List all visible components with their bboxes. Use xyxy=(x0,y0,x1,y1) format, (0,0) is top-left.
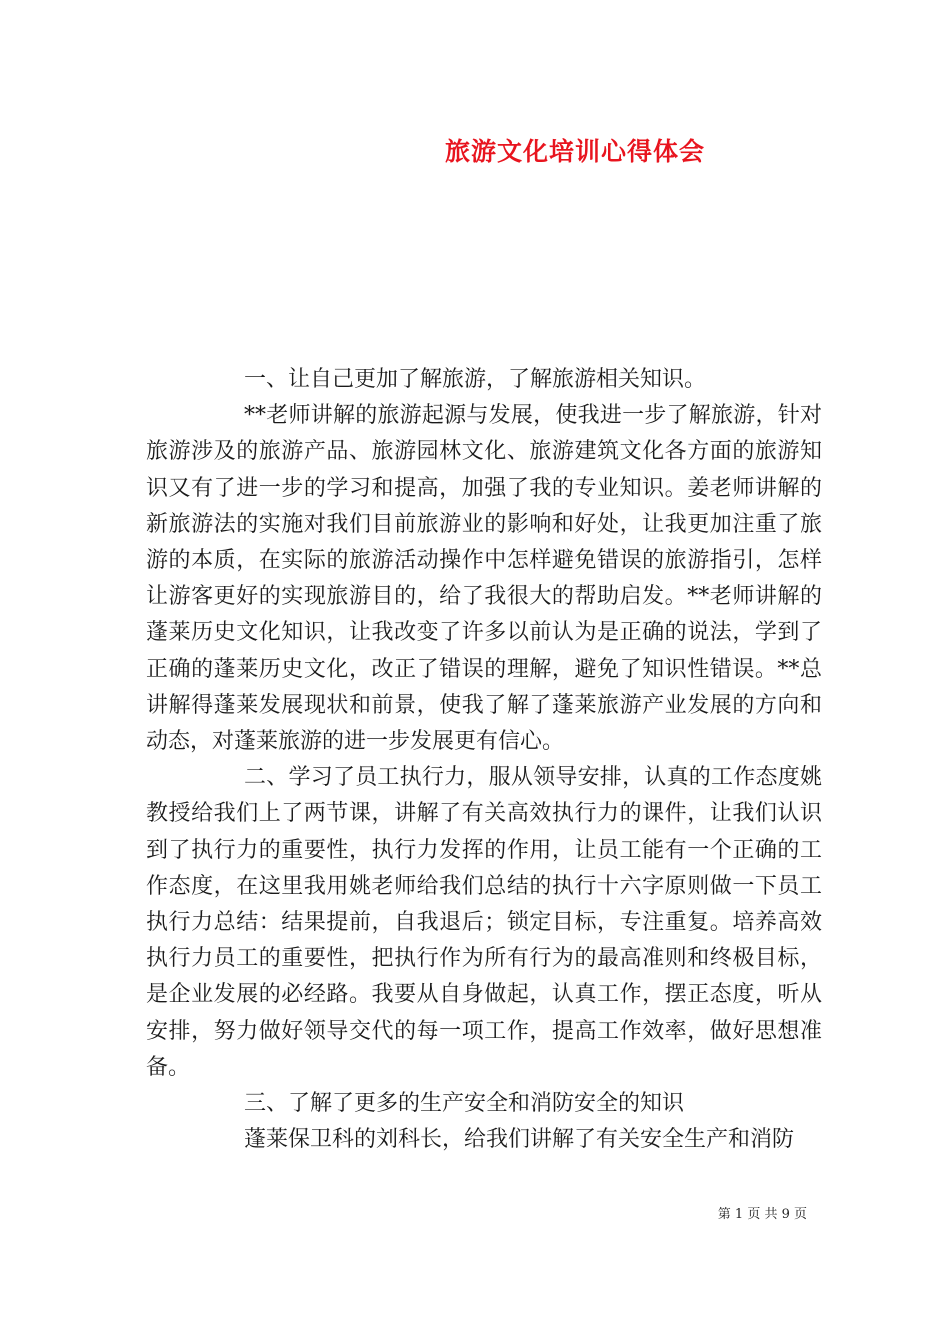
document-body xyxy=(146,362,822,1158)
paragraph-2: 二、学习了员工执行力，服从领导安排，认真的工作态度姚教授给我们上了两节课，讲解了有关高效执行力的课件，让我们认识到了执行力的重要性，执行力发挥的作用，让员工能有一个正确的工作态度，在这里我用姚老师给我们总结的执行十六字原则做一下员工执行力总结：结果提前，自我退后；锁定目标，专注重复。培养高效执行力员工的重要性，把执行作为所有行为的最高准则和终极目标，是企业发展的必经路。我要从自身做起，认真工作，摆正态度，听从安排，努力做好领导交代的每一项工作，提高工作效率，做好思想准备。 xyxy=(146,765,822,1080)
paragraph-1: **老师讲解的旅游起源与发展，使我进一步了解旅游，针对旅游涉及的旅游产品、旅游园林文化、旅游建筑文化各方面的旅游知识又有了进一步的学习和提高，加强了我的专业知识。姜老师讲解的新旅游法的实施对我们目前旅游业的影响和好处，让我更加注重了旅游的本质，在实际的旅游活动操作中怎样避免错误的旅游指引，怎样让游客更好的实现旅游目的，给了我很大的帮助启发。**老师讲解的蓬莱历史文化知识，让我改变了许多以前认为是正确的说法，学到了正确的蓬莱历史文化，改正了错误的理解，避免了知识性错误。**总讲解得蓬莱发展现状和前景，使我了解了蓬莱旅游产业发展的方向和动态，对蓬莱旅游的进一步发展更有信心。 xyxy=(146,403,822,755)
section-heading-1: 一、让自己更加了解旅游，了解旅游相关知识。 xyxy=(244,367,707,392)
section-heading-3: 三、了解了更多的生产安全和消防安全的知识 xyxy=(244,1091,685,1117)
paragraph-3: 蓬莱保卫科的刘科长，给我们讲解了有关安全生产和消防 xyxy=(244,1127,795,1153)
document-title: 旅游文化培训心得体会 xyxy=(444,137,705,166)
page-footer: 第 1 页 共 9 页 xyxy=(717,1207,807,1222)
